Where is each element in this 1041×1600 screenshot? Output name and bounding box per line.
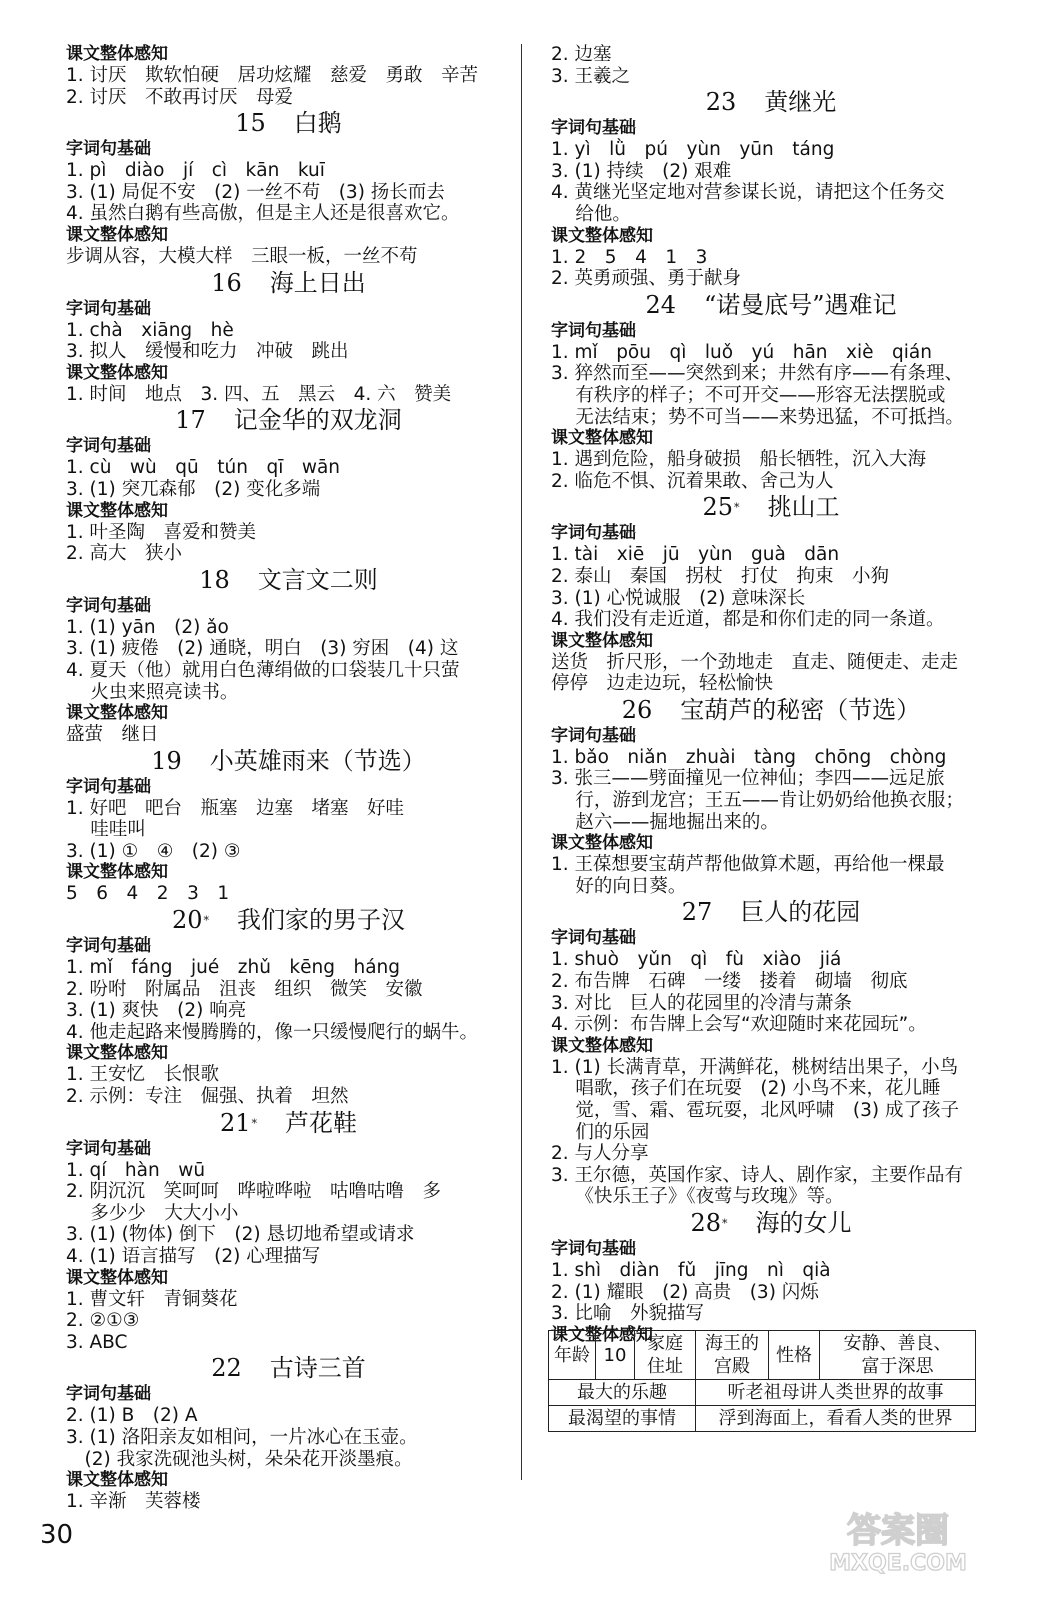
- optional-lesson-mark: *: [722, 1216, 728, 1230]
- lesson-title: [551, 87, 991, 118]
- answer-line: 3. (1) 心悦诚服 (2) 意味深长: [551, 587, 806, 609]
- answer-line: (2) 我家洗砚池头树，朵朵花开淡墨痕。: [66, 1448, 413, 1470]
- answer-line: 4. 虽然白鹅有些高傲，但是主人还是很喜欢它。: [66, 203, 460, 225]
- answer-line: 4. 示例：布告牌上会写“欢迎随时来花园玩”。: [551, 1014, 927, 1036]
- lesson-name: 黄继光: [764, 88, 837, 117]
- lesson-number: [702, 493, 739, 521]
- answer-line: 4. 黄继光坚定地对营参谋长说，请把这个任务交 给他。: [551, 182, 945, 225]
- lesson-number: [682, 898, 713, 926]
- answer-line: 1. 时间 地点 3. 四、五 黑云 4. 六 赞美: [66, 383, 452, 405]
- section-label: 课文整体感知: [551, 1324, 653, 1345]
- section-label: 字词句基础: [551, 928, 636, 949]
- lesson-number-text: 22: [211, 1354, 242, 1383]
- table-cell: 海王的 宫殿: [696, 1331, 769, 1380]
- answer-line: 3. 猝然而至——突然到来；井然有序——有条理、 有秩序的样子；不可开交——形容无法摆脱或 无法结束；势不可当——来势迅猛，不可抵挡。: [551, 363, 964, 428]
- page-number: 30: [40, 1520, 74, 1550]
- lesson-name: “诺曼底号”遇难记: [704, 290, 897, 319]
- table-cell: 10: [596, 1331, 635, 1380]
- lesson-name: 白鹅: [293, 109, 342, 138]
- section-label: 字词句基础: [66, 139, 151, 160]
- watermark-url: MXQE.COM: [829, 1551, 967, 1576]
- answer-line: 1. 叶圣陶 喜爱和赞美: [66, 521, 257, 543]
- lesson-title: [551, 695, 991, 726]
- lesson-number-text: 21: [219, 1108, 251, 1137]
- lesson-name: 记金华的双龙洞: [233, 406, 402, 435]
- answer-line: 3. 张三——劈面撞见一位神仙；李四——远足旅 行，游到龙宫；王五——肯让奶奶给他换衣服； 赵六——掘地掘出来的。: [551, 768, 964, 833]
- answer-line: 盛萤 继日: [66, 724, 159, 746]
- table-cell: 浮到海面上，看看人类的世界: [696, 1406, 976, 1432]
- section-label: 课文整体感知: [66, 703, 168, 724]
- lesson-number-text: 24: [645, 290, 676, 319]
- lesson-title: [66, 746, 511, 777]
- lesson-number: [151, 747, 182, 775]
- table-cell: 听老祖母讲人类世界的故事: [696, 1380, 976, 1406]
- lesson-title: [551, 492, 991, 523]
- section-label: 课文整体感知: [66, 44, 168, 64]
- lesson-number: [172, 906, 209, 934]
- answer-line: 2. (1) B (2) A: [66, 1405, 198, 1427]
- answer-line: 2. 泰山 秦国 拐杖 打仗 拘束 小狗: [551, 565, 890, 587]
- lesson-name: 宝葫芦的秘密（节选）: [680, 695, 921, 724]
- section-label: 课文整体感知: [551, 630, 653, 651]
- optional-lesson-mark: *: [251, 1116, 258, 1130]
- lesson-number: [235, 109, 266, 137]
- answer-line: 2. 吩咐 附属品 沮丧 组织 微笑 安徽: [66, 978, 423, 1000]
- section-label: 字词句基础: [66, 1384, 151, 1405]
- answer-line: 1. 讨厌 欺软怕硬 居功炫耀 慈爱 勇敢 辛苦: [66, 65, 479, 86]
- answer-line: 3. 比喻 外貌描写: [551, 1303, 705, 1325]
- table-row: [549, 1331, 976, 1380]
- section-label: 字词句基础: [66, 298, 151, 319]
- section-label: 字词句基础: [551, 118, 636, 139]
- answer-line: 1. mǐ pōu qì luǒ yú hān xiè qián: [551, 341, 932, 363]
- answer-line: 2. (1) 耀眼 (2) 高贵 (3) 闪烁: [551, 1281, 819, 1303]
- right-column: [551, 44, 991, 1346]
- section-label: 字词句基础: [66, 776, 151, 797]
- table-cell: 家庭 住址: [635, 1331, 696, 1380]
- lesson-title: [551, 897, 991, 928]
- lesson-number: [175, 406, 206, 434]
- answer-line: 2. 英勇顽强、勇于献身: [551, 268, 742, 290]
- answer-line: 1. bǎo niǎn zhuài tàng chōng chòng: [551, 746, 947, 768]
- answer-line: 2. 边塞: [551, 44, 612, 65]
- answer-line: 1. 2 5 4 1 3: [551, 246, 708, 268]
- lesson-title: [551, 1208, 991, 1239]
- answer-line: 送货 折尺形，一个劲地走 直走、随便走、走走 停停 边走边玩，轻松愉快: [551, 651, 959, 695]
- table-cell: 最渴望的事情: [549, 1406, 696, 1432]
- lesson-title: [66, 905, 511, 936]
- answer-line: 3. 对比 巨人的花园里的冷清与萧条: [551, 992, 853, 1014]
- section-label: 字词句基础: [551, 725, 636, 746]
- lesson-title: [66, 1108, 511, 1139]
- left-column: [66, 44, 511, 1513]
- lesson-name: 文言文二则: [257, 565, 378, 594]
- section-label: 课文整体感知: [66, 1267, 168, 1288]
- section-label: 课文整体感知: [551, 225, 653, 246]
- answer-line: 4. 他走起路来慢腾腾的，像一只缓慢爬行的蜗牛。: [66, 1021, 479, 1043]
- lesson-number-text: 19: [151, 746, 182, 775]
- answer-line: 3. (1) 疲倦 (2) 通晓，明白 (3) 穷困 (4) 这: [66, 638, 459, 660]
- answer-line: 1. mǐ fáng jué zhǔ kēng háng: [66, 957, 401, 979]
- answer-line: 1. shì diàn fǔ jīng nì qià: [551, 1259, 831, 1281]
- section-label: 字词句基础: [66, 1138, 151, 1159]
- answer-line: 3. (1) (物体) 倒下 (2) 恳切地希望或请求: [66, 1224, 415, 1246]
- answer-line: 3. (1) ① ④ (2) ③: [66, 840, 241, 862]
- answer-line: 2. 讨厌 不敢再讨厌 母爱: [66, 86, 294, 108]
- lesson-number-text: 18: [199, 565, 230, 594]
- answer-line: 1. pì diào jí cì kān kuī: [66, 160, 325, 182]
- lesson-number: [211, 1354, 242, 1382]
- answer-line: 1. 遇到危险，船身破损 船长牺牲，沉入大海: [551, 449, 927, 471]
- optional-lesson-mark: *: [734, 501, 740, 515]
- lesson-number: [220, 1109, 257, 1137]
- answer-line: 1. tài xiē jū yùn guà dān: [551, 544, 840, 566]
- answer-line: 5 6 4 2 3 1: [66, 883, 230, 905]
- answer-line: 1. cù wù qū tún qī wān: [66, 457, 341, 479]
- answer-line: 2. 示例：专注 倔强、执着 坦然: [66, 1086, 349, 1108]
- lesson-number-text: 26: [621, 695, 653, 724]
- lesson-title: [66, 108, 511, 139]
- answer-line: 4. 我们没有走近道，都是和你们走的同一条道。: [551, 609, 945, 631]
- section-label: 字词句基础: [66, 936, 151, 957]
- section-label: 字词句基础: [551, 320, 636, 341]
- lesson-name: 小英雄雨来（节选）: [209, 746, 426, 775]
- lesson-name: 海上日出: [269, 268, 366, 297]
- lesson-number-text: 25: [702, 493, 734, 522]
- answer-line: 2. 布告牌 石碑 一缕 搂着 砌墙 彻底: [551, 971, 908, 993]
- answer-line: 2. 临危不惧、沉着果敢、舍己为人: [551, 470, 834, 492]
- lesson-number: [211, 269, 242, 297]
- table-cell: 年龄: [549, 1331, 596, 1380]
- optional-lesson-mark: *: [203, 914, 210, 928]
- lesson-name: 巨人的花园: [740, 898, 861, 927]
- section-label: 字词句基础: [66, 436, 151, 457]
- answer-line: 2. 阴沉沉 笑呵呵 哗啦哗啦 咕噜咕噜 多 多少少 大大小小: [66, 1181, 442, 1224]
- column-divider: [521, 44, 522, 1480]
- lesson-number-text: 16: [211, 268, 242, 297]
- lesson-name: 挑山工: [767, 493, 840, 522]
- section-label: 课文整体感知: [66, 500, 168, 521]
- section-label: 字词句基础: [66, 595, 151, 616]
- table-cell: 最大的乐趣: [549, 1380, 696, 1406]
- answer-line: 3. ABC: [66, 1331, 128, 1353]
- lesson-number-text: 15: [235, 109, 266, 138]
- lesson-number-text: 27: [681, 898, 713, 927]
- lesson-number-text: 28: [690, 1208, 722, 1237]
- answer-line: 1. 曹文轩 青铜葵花: [66, 1288, 238, 1310]
- lesson-number-text: 20: [171, 906, 203, 935]
- answer-line: 3. (1) 洛阳亲友如相问，一片冰心在玉壶。: [66, 1426, 418, 1448]
- answer-line: 3. 拟人 缓慢和吃力 冲破 跳出: [66, 341, 349, 363]
- lesson-name: 海的女儿: [755, 1208, 852, 1237]
- answer-line: 1. (1) yān (2) ǎo: [66, 616, 229, 638]
- section-label: 课文整体感知: [551, 428, 653, 449]
- answer-line: 1. chà xiāng hè: [66, 319, 234, 341]
- lesson-number: [706, 88, 737, 116]
- lesson-title: [66, 1353, 511, 1384]
- section-label: 课文整体感知: [66, 1470, 168, 1491]
- section-label: 课文整体感知: [551, 833, 653, 854]
- section-label: 课文整体感知: [66, 1043, 168, 1064]
- lesson-name: 芦花鞋: [285, 1108, 358, 1137]
- answer-line: 2. 与人分享: [551, 1143, 649, 1165]
- table-cell: 性格: [769, 1331, 820, 1380]
- lesson-number: [690, 1209, 727, 1237]
- table-cell: 安静、善良、 富于深思: [820, 1331, 976, 1380]
- answer-line: 1. shuò yǔn qì fù xiào jiá: [551, 949, 842, 971]
- table-row: [549, 1406, 976, 1432]
- section-label: 课文整体感知: [66, 862, 168, 883]
- section-label: 字词句基础: [551, 523, 636, 544]
- answer-line: 2. ②①③: [66, 1310, 140, 1332]
- lesson-number: [645, 291, 676, 319]
- lesson-number: [622, 696, 653, 724]
- answer-line: 3. (1) 突兀森郁 (2) 变化多端: [66, 478, 321, 500]
- lesson-name: 古诗三首: [269, 1354, 366, 1383]
- answer-line: 3. 王羲之: [551, 65, 631, 87]
- table-row: [549, 1380, 976, 1406]
- lesson-number-text: 23: [705, 88, 737, 117]
- section-label: 课文整体感知: [66, 362, 168, 383]
- answer-line: 3. (1) 爽快 (2) 响亮: [66, 1000, 247, 1022]
- answer-line: 步调从容，大模大样 三眼一板，一丝不苟: [66, 245, 418, 267]
- character-info-table: [548, 1330, 976, 1432]
- answer-line: 1. yì lǜ pú yùn yūn táng: [551, 139, 835, 161]
- lesson-name: 我们家的男子汉: [237, 906, 406, 935]
- lesson-title: [66, 405, 511, 436]
- section-label: 课文整体感知: [66, 224, 168, 245]
- lesson-number-text: 17: [175, 406, 206, 435]
- answer-line: 1. (1) 长满青草，开满鲜花，桃树结出果子，小鸟 唱歌，孩子们在玩耍 (2) 小鸟不来，花儿睡 觉，雪、霜、雹玩耍，北风呼啸 (3) 成了孩子 们的乐园: [551, 1056, 959, 1143]
- answer-line: 1. 王葆想要宝葫芦帮他做算术题，再给他一棵最 好的向日葵。: [551, 854, 945, 897]
- watermark-text: 答案圈: [847, 1511, 949, 1551]
- answer-line: 1. 辛渐 芙蓉楼: [66, 1491, 201, 1513]
- watermark-logo: [796, 1504, 1001, 1576]
- lesson-title: [66, 268, 511, 299]
- answer-line: 1. 好吧 吧台 瓶塞 边塞 堵塞 好哇 哇哇叫: [66, 797, 405, 841]
- section-label: 字词句基础: [551, 1238, 636, 1259]
- answer-line: 1. qí hàn wū: [66, 1159, 206, 1181]
- lesson-title: [551, 290, 991, 321]
- lesson-title: [66, 565, 511, 596]
- answer-line: 4. 夏天（他）就用白色薄绢做的口袋装几十只萤 火虫来照亮读书。: [66, 659, 460, 703]
- answer-line: 4. (1) 语言描写 (2) 心理描写: [66, 1246, 321, 1267]
- answer-line: 1. 王安忆 长恨歌: [66, 1064, 220, 1086]
- section-label: 课文整体感知: [551, 1035, 653, 1056]
- answer-line: 3. (1) 局促不安 (2) 一丝不苟 (3) 扬长而去: [66, 181, 445, 203]
- lesson-number: [199, 566, 230, 594]
- answer-line: 2. 高大 狭小: [66, 543, 183, 565]
- answer-line: 3. (1) 持续 (2) 艰难: [551, 160, 732, 182]
- answer-line: 3. 王尔德，英国作家、诗人、剧作家，主要作品有 《快乐王子》《夜莺与玫瑰》等。: [551, 1164, 964, 1208]
